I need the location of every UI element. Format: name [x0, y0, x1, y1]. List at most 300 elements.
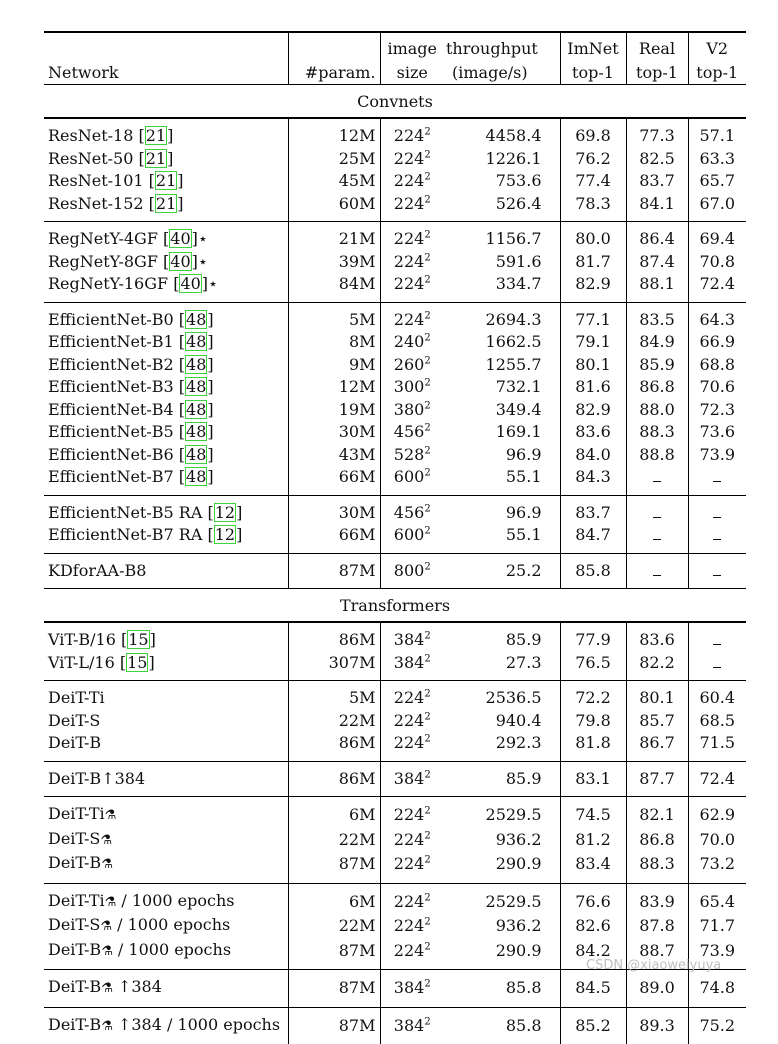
size-value: 224 [394, 892, 425, 911]
size-exponent: 2 [424, 769, 430, 780]
size-exponent: 2 [424, 230, 430, 241]
size-exponent: 2 [424, 423, 430, 434]
param-cell: 22M [288, 914, 380, 939]
throughput-cell: 2529.5 [444, 797, 560, 828]
real-top1-cell [626, 495, 688, 524]
table-row [44, 354, 746, 377]
real-top1-cell [626, 553, 688, 589]
table-row [44, 761, 746, 797]
size-cell [380, 797, 444, 828]
imnet-top1-cell: 72.2 [560, 681, 626, 710]
param-cell: 86M [288, 732, 380, 761]
size-value: 224 [394, 830, 425, 849]
table-row [44, 421, 746, 444]
table-row [44, 302, 746, 331]
imnet-top1-cell: 79.1 [560, 331, 626, 354]
throughput-cell: 2536.5 [444, 681, 560, 710]
size-exponent: 2 [424, 194, 430, 205]
imnet-top1-cell: 82.6 [560, 914, 626, 939]
imnet-top1-cell: 76.5 [560, 652, 626, 681]
real-top1-cell: 85.7 [626, 710, 688, 733]
v2-top1-cell: 60.4 [688, 681, 746, 710]
v2-top1-cell: 75.2 [688, 1007, 746, 1044]
param-cell: 86M [288, 622, 380, 652]
size-cell [380, 222, 444, 251]
v2-top1-cell: 73.2 [688, 852, 746, 883]
size-exponent: 2 [424, 734, 430, 745]
throughput-cell: 96.9 [444, 444, 560, 467]
network-cell: DeiT-B⚗ [44, 852, 288, 883]
size-cell [380, 828, 444, 853]
throughput-cell: 1255.7 [444, 354, 560, 377]
param-cell: 21M [288, 222, 380, 251]
param-cell: 84M [288, 273, 380, 302]
network-cell: RegNetY-4GF [40]⋆ [44, 222, 288, 251]
size-exponent: 2 [424, 445, 430, 456]
distillation-flask-icon: ⚗ [100, 919, 112, 934]
v2-top1-cell: 70.6 [688, 376, 746, 399]
network-cell: EfficientNet-B2 [48] [44, 354, 288, 377]
param-cell: 30M [288, 495, 380, 524]
size-cell [380, 495, 444, 524]
size-value: 384 [394, 653, 425, 672]
size-exponent: 2 [424, 378, 430, 389]
network-cell: DeiT-B [44, 732, 288, 761]
header-v2: V2 [688, 32, 746, 60]
size-cell [380, 193, 444, 222]
network-cell: DeiT-B⚗ / 1000 epochs [44, 939, 288, 970]
v2-top1-cell: 63.3 [688, 148, 746, 171]
real-top1-cell: 87.7 [626, 761, 688, 797]
size-value: 384 [394, 978, 425, 997]
v2-top1-cell: 70.8 [688, 251, 746, 274]
param-cell: 87M [288, 852, 380, 883]
table-row [44, 622, 746, 652]
size-cell [380, 444, 444, 467]
imnet-top1-cell: 83.6 [560, 421, 626, 444]
size-cell [380, 399, 444, 422]
param-cell: 86M [288, 761, 380, 797]
real-top1-cell: 82.5 [626, 148, 688, 171]
size-cell [380, 681, 444, 710]
distillation-flask-icon: ⚗ [101, 857, 113, 872]
real-top1-cell: 82.2 [626, 652, 688, 681]
citation-link: 48 [185, 400, 207, 419]
size-cell [380, 524, 444, 553]
header-size: size [380, 60, 444, 85]
table-row [44, 1007, 746, 1044]
real-top1-cell [626, 524, 688, 553]
param-cell: 87M [288, 939, 380, 970]
size-cell [380, 251, 444, 274]
network-cell: DeiT-S⚗ [44, 828, 288, 853]
table-row [44, 828, 746, 853]
results-table [44, 31, 746, 1044]
param-cell: 66M [288, 524, 380, 553]
missing-value-dash [653, 529, 661, 540]
size-value: 224 [394, 916, 425, 935]
imnet-top1-cell: 81.2 [560, 828, 626, 853]
param-cell: 6M [288, 797, 380, 828]
table-row [44, 251, 746, 274]
missing-value-dash [713, 471, 721, 482]
real-top1-cell: 88.1 [626, 273, 688, 302]
imnet-top1-cell: 79.8 [560, 710, 626, 733]
throughput-cell: 1156.7 [444, 222, 560, 251]
v2-top1-cell [688, 622, 746, 652]
size-value: 224 [394, 941, 425, 960]
section-title: Convnets [44, 85, 746, 119]
imnet-top1-cell: 83.7 [560, 495, 626, 524]
network-cell: ResNet-152 [21] [44, 193, 288, 222]
network-cell: ViT-L/16 [15] [44, 652, 288, 681]
throughput-cell: 85.9 [444, 761, 560, 797]
network-cell: EfficientNet-B7 [48] [44, 466, 288, 495]
network-cell: EfficientNet-B7 RA [12] [44, 524, 288, 553]
network-cell: DeiT-Ti⚗ / 1000 epochs [44, 883, 288, 914]
size-cell [380, 354, 444, 377]
param-cell: 6M [288, 883, 380, 914]
size-cell [380, 148, 444, 171]
size-exponent: 2 [424, 1016, 430, 1027]
v2-top1-cell: 69.4 [688, 222, 746, 251]
real-top1-cell: 85.9 [626, 354, 688, 377]
imnet-top1-cell: 76.2 [560, 148, 626, 171]
v2-top1-cell: 74.8 [688, 970, 746, 1008]
throughput-cell: 55.1 [444, 466, 560, 495]
size-cell [380, 710, 444, 733]
missing-value-dash [713, 657, 721, 668]
size-value: 224 [394, 805, 425, 824]
size-cell [380, 376, 444, 399]
missing-value-dash [653, 507, 661, 518]
size-cell [380, 970, 444, 1008]
real-top1-cell: 87.8 [626, 914, 688, 939]
throughput-cell: 25.2 [444, 553, 560, 589]
network-cell: ViT-B/16 [15] [44, 622, 288, 652]
param-cell: 60M [288, 193, 380, 222]
size-exponent: 2 [424, 127, 430, 138]
network-cell: EfficientNet-B6 [48] [44, 444, 288, 467]
throughput-cell: 290.9 [444, 939, 560, 970]
missing-value-dash [713, 507, 721, 518]
imnet-top1-cell: 82.9 [560, 273, 626, 302]
citation-link: 48 [185, 467, 207, 486]
size-value: 224 [394, 252, 425, 271]
header-imnet: ImNet [560, 32, 626, 60]
v2-top1-cell [688, 495, 746, 524]
table-row [44, 193, 746, 222]
param-cell: 39M [288, 251, 380, 274]
size-value: 300 [394, 377, 425, 396]
real-top1-cell: 83.5 [626, 302, 688, 331]
size-value: 528 [394, 445, 425, 464]
citation-link: 48 [185, 377, 207, 396]
network-cell: EfficientNet-B0 [48] [44, 302, 288, 331]
network-cell: EfficientNet-B5 RA [12] [44, 495, 288, 524]
network-cell: DeiT-S⚗ / 1000 epochs [44, 914, 288, 939]
network-cell: KDforAA-B8 [44, 553, 288, 589]
imnet-top1-cell: 74.5 [560, 797, 626, 828]
citation-link: 48 [185, 445, 207, 464]
watermark: CSDN @xiaoweiyuya [586, 958, 721, 973]
citation-link: 40 [179, 274, 201, 293]
throughput-cell: 85.8 [444, 1007, 560, 1044]
distillation-flask-icon: ⚗ [101, 944, 113, 959]
size-value: 224 [394, 149, 425, 168]
table-row [44, 883, 746, 914]
missing-value-dash [713, 634, 721, 645]
real-top1-cell: 83.9 [626, 883, 688, 914]
v2-top1-cell: 62.9 [688, 797, 746, 828]
real-top1-cell: 88.3 [626, 852, 688, 883]
v2-top1-cell: 70.0 [688, 828, 746, 853]
param-cell: 43M [288, 444, 380, 467]
imnet-top1-cell: 80.0 [560, 222, 626, 251]
imnet-top1-cell: 69.8 [560, 118, 626, 148]
imnet-top1-cell: 84.5 [560, 970, 626, 1008]
param-cell: 5M [288, 681, 380, 710]
imnet-top1-cell: 85.2 [560, 1007, 626, 1044]
distillation-flask-icon: ⚗ [105, 808, 117, 823]
v2-top1-cell: 72.4 [688, 761, 746, 797]
table-row [44, 118, 746, 148]
imnet-top1-cell: 85.8 [560, 553, 626, 589]
star-marker: ⋆ [198, 252, 208, 271]
throughput-cell: 27.3 [444, 652, 560, 681]
header-row-bottom [44, 60, 746, 85]
header-imnet-top1: top-1 [560, 60, 626, 85]
param-cell: 87M [288, 1007, 380, 1044]
header-throughput: throughput [444, 32, 560, 60]
real-top1-cell: 80.1 [626, 681, 688, 710]
param-cell: 8M [288, 331, 380, 354]
v2-top1-cell: 66.9 [688, 331, 746, 354]
param-cell: 12M [288, 118, 380, 148]
size-cell [380, 732, 444, 761]
network-cell: EfficientNet-B4 [48] [44, 399, 288, 422]
v2-top1-cell: 72.3 [688, 399, 746, 422]
distillation-flask-icon: ⚗ [101, 1019, 113, 1034]
size-exponent: 2 [424, 355, 430, 366]
param-cell: 22M [288, 710, 380, 733]
header-param: #param. [288, 60, 380, 85]
imnet-top1-cell: 84.2 [560, 939, 626, 970]
results-body [44, 85, 746, 1044]
size-exponent: 2 [424, 526, 430, 537]
citation-link: 48 [185, 332, 207, 351]
real-top1-cell: 88.7 [626, 939, 688, 970]
param-cell: 5M [288, 302, 380, 331]
real-top1-cell: 86.8 [626, 828, 688, 853]
imnet-top1-cell: 83.1 [560, 761, 626, 797]
network-cell: ResNet-50 [21] [44, 148, 288, 171]
size-exponent: 2 [424, 468, 430, 479]
missing-value-dash [653, 471, 661, 482]
distillation-flask-icon: ⚗ [100, 833, 112, 848]
real-top1-cell: 83.6 [626, 622, 688, 652]
size-cell [380, 652, 444, 681]
network-cell: DeiT-B⚗ ↑384 / 1000 epochs [44, 1007, 288, 1044]
network-cell: ResNet-18 [21] [44, 118, 288, 148]
param-cell: 30M [288, 421, 380, 444]
missing-value-dash [713, 565, 721, 576]
throughput-cell: 753.6 [444, 170, 560, 193]
imnet-top1-cell: 81.8 [560, 732, 626, 761]
table-row [44, 732, 746, 761]
real-top1-cell: 89.3 [626, 1007, 688, 1044]
section-header-row [44, 589, 746, 623]
size-exponent: 2 [424, 149, 430, 160]
throughput-cell: 55.1 [444, 524, 560, 553]
param-cell: 66M [288, 466, 380, 495]
size-value: 456 [394, 503, 425, 522]
table-row [44, 652, 746, 681]
param-cell: 25M [288, 148, 380, 171]
size-exponent: 2 [424, 855, 430, 866]
size-exponent: 2 [424, 806, 430, 817]
table-row [44, 376, 746, 399]
header-real: Real [626, 32, 688, 60]
size-cell [380, 302, 444, 331]
network-cell: DeiT-Ti [44, 681, 288, 710]
citation-link: 21 [155, 171, 177, 190]
network-cell: DeiT-B⚗ ↑384 [44, 970, 288, 1008]
size-value: 380 [394, 400, 425, 419]
size-cell [380, 852, 444, 883]
size-value: 800 [394, 561, 425, 580]
header-v2-top1: top-1 [688, 60, 746, 85]
imnet-top1-cell: 82.9 [560, 399, 626, 422]
v2-top1-cell [688, 553, 746, 589]
header-param-top [288, 32, 380, 60]
table-row [44, 399, 746, 422]
v2-top1-cell: 65.4 [688, 883, 746, 914]
size-value: 224 [394, 126, 425, 145]
table-row [44, 331, 746, 354]
header-image: image [380, 32, 444, 60]
imnet-top1-cell: 81.7 [560, 251, 626, 274]
size-exponent: 2 [424, 917, 430, 928]
size-cell [380, 118, 444, 148]
header-network: Network [44, 60, 288, 85]
v2-top1-cell: 73.9 [688, 939, 746, 970]
network-cell: RegNetY-16GF [40]⋆ [44, 273, 288, 302]
size-value: 224 [394, 688, 425, 707]
size-exponent: 2 [424, 400, 430, 411]
param-cell: 9M [288, 354, 380, 377]
network-cell: DeiT-Ti⚗ [44, 797, 288, 828]
size-exponent: 2 [424, 711, 430, 722]
size-value: 600 [394, 467, 425, 486]
size-exponent: 2 [424, 252, 430, 263]
size-exponent: 2 [424, 941, 430, 952]
network-cell: RegNetY-8GF [40]⋆ [44, 251, 288, 274]
throughput-cell: 292.3 [444, 732, 560, 761]
imnet-top1-cell: 83.4 [560, 852, 626, 883]
real-top1-cell: 88.8 [626, 444, 688, 467]
network-cell: EfficientNet-B5 [48] [44, 421, 288, 444]
header-row-top [44, 32, 746, 60]
real-top1-cell: 82.1 [626, 797, 688, 828]
real-top1-cell: 86.8 [626, 376, 688, 399]
network-cell: EfficientNet-B1 [48] [44, 331, 288, 354]
v2-top1-cell: 64.3 [688, 302, 746, 331]
v2-top1-cell: 67.0 [688, 193, 746, 222]
imnet-top1-cell: 84.7 [560, 524, 626, 553]
size-exponent: 2 [424, 172, 430, 183]
imnet-top1-cell: 76.6 [560, 883, 626, 914]
param-cell: 19M [288, 399, 380, 422]
throughput-cell: 4458.4 [444, 118, 560, 148]
v2-top1-cell: 65.7 [688, 170, 746, 193]
table-row [44, 914, 746, 939]
section-header-row [44, 85, 746, 119]
table-row [44, 524, 746, 553]
table-row [44, 148, 746, 171]
imnet-top1-cell: 81.6 [560, 376, 626, 399]
size-value: 240 [394, 332, 425, 351]
size-cell [380, 761, 444, 797]
citation-link: 21 [145, 149, 167, 168]
size-cell [380, 170, 444, 193]
throughput-cell: 349.4 [444, 399, 560, 422]
imnet-top1-cell: 78.3 [560, 193, 626, 222]
throughput-cell: 96.9 [444, 495, 560, 524]
v2-top1-cell: 68.5 [688, 710, 746, 733]
size-exponent: 2 [424, 689, 430, 700]
citation-link: 15 [127, 630, 149, 649]
size-exponent: 2 [424, 979, 430, 990]
v2-top1-cell [688, 524, 746, 553]
citation-link: 48 [185, 310, 207, 329]
real-top1-cell: 86.4 [626, 222, 688, 251]
throughput-cell: 936.2 [444, 914, 560, 939]
distillation-flask-icon: ⚗ [105, 895, 117, 910]
table-row [44, 466, 746, 495]
v2-top1-cell: 71.5 [688, 732, 746, 761]
header-throughput-unit: (image/s) [444, 60, 560, 85]
imnet-top1-cell: 84.3 [560, 466, 626, 495]
size-exponent: 2 [424, 631, 430, 642]
size-cell [380, 914, 444, 939]
size-value: 384 [394, 1016, 425, 1035]
table-row [44, 273, 746, 302]
real-top1-cell: 84.9 [626, 331, 688, 354]
v2-top1-cell: 72.4 [688, 273, 746, 302]
header-network-top [44, 32, 288, 60]
real-top1-cell: 88.3 [626, 421, 688, 444]
throughput-cell: 2529.5 [444, 883, 560, 914]
size-cell [380, 622, 444, 652]
size-value: 260 [394, 355, 425, 374]
table-row [44, 797, 746, 828]
real-top1-cell: 87.4 [626, 251, 688, 274]
size-value: 224 [394, 733, 425, 752]
param-cell: 87M [288, 970, 380, 1008]
table-row [44, 444, 746, 467]
size-cell [380, 273, 444, 302]
throughput-cell: 732.1 [444, 376, 560, 399]
network-cell: DeiT-B↑384 [44, 761, 288, 797]
network-cell: ResNet-101 [21] [44, 170, 288, 193]
size-cell [380, 466, 444, 495]
v2-top1-cell: 73.9 [688, 444, 746, 467]
v2-top1-cell [688, 466, 746, 495]
size-value: 600 [394, 525, 425, 544]
param-cell: 45M [288, 170, 380, 193]
table-row [44, 852, 746, 883]
